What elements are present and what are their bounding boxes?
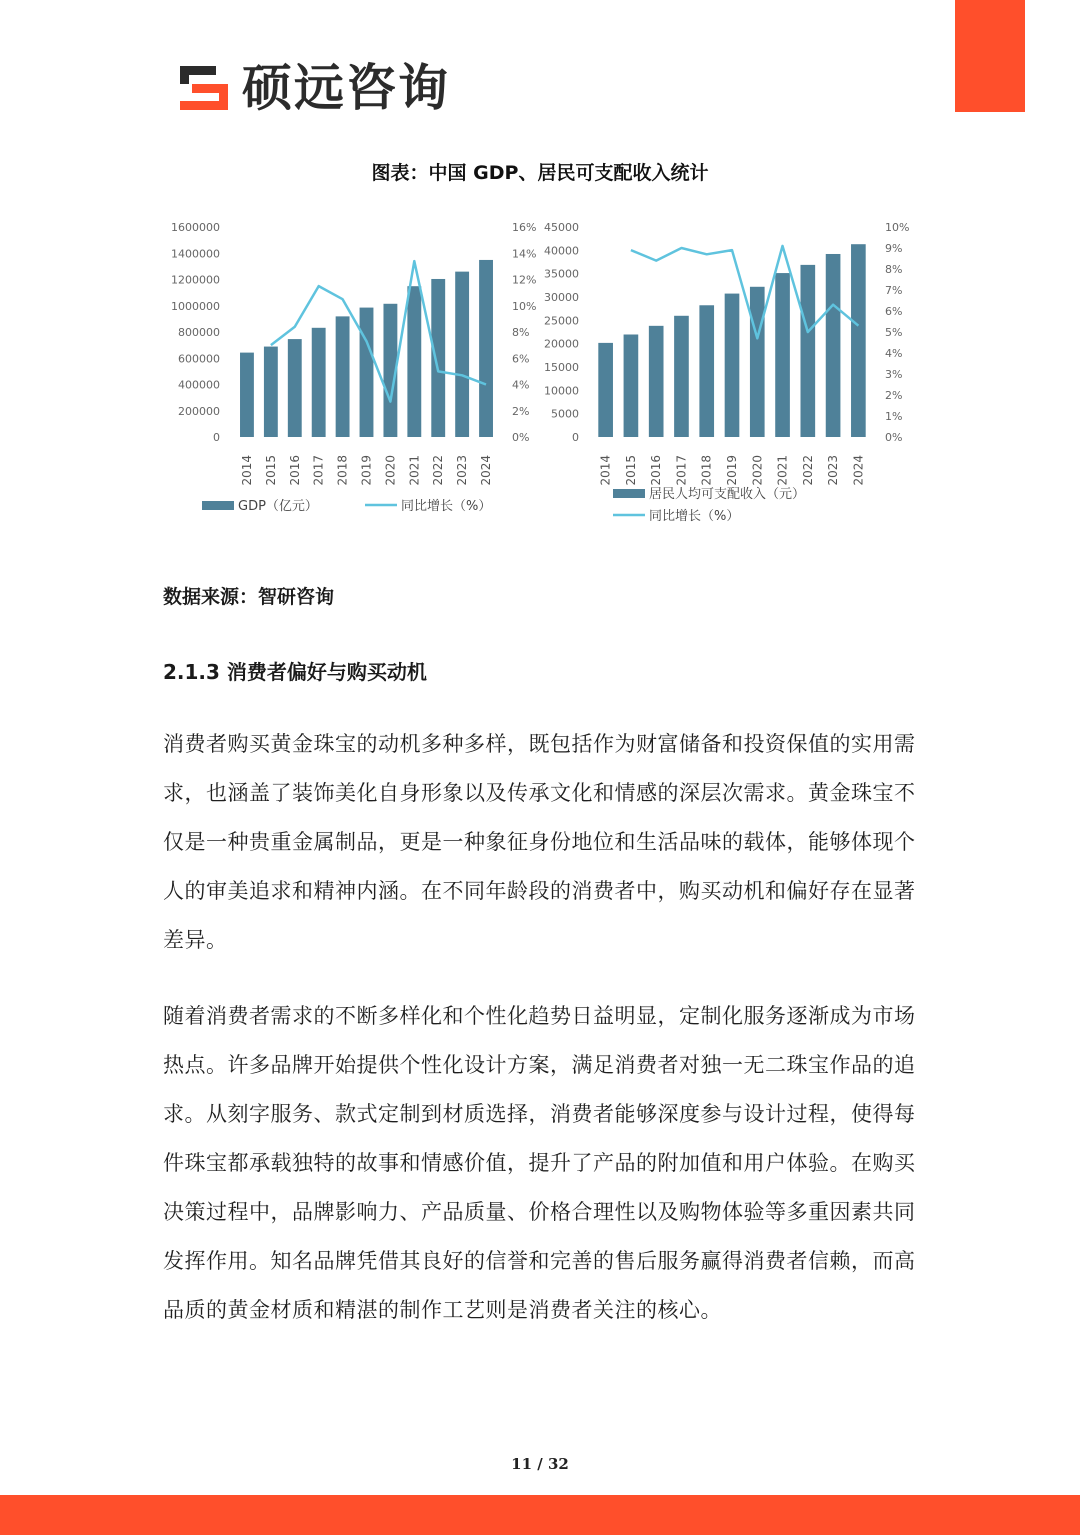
x-tick-label: 2014 [598,455,613,486]
figure-source: 数据来源：智研咨询 [163,586,335,608]
bar [479,260,493,437]
bar [598,343,613,437]
bar [699,305,714,437]
bar [725,294,740,437]
paragraph-1: 消费者购买黄金珠宝的动机多种多样，既包括作为财富储备和投资保值的实用需求，也涵盖了装饰美化自身形象以及传承文化和情感的深层次需求。黄金珠宝不仅是一种贵重金属制品，更是一种象征身份地位和生活品味的载体，能够体现个人的审美追求和精神内涵。在不同年龄段的消费者中，购买动机和偏好存在显著差异。 [163,732,916,952]
x-tick-label: 2020 [383,455,398,486]
y-right-tick-label: 5% [885,326,903,339]
y-left-tick-label: 0 [213,431,220,444]
x-tick-label: 2018 [335,455,350,486]
bar [826,254,841,437]
y-right-tick-label: 10% [512,299,537,313]
bar [800,265,815,437]
y-right-tick-label: 6% [512,352,530,366]
bar [288,339,302,437]
y-right-tick-label: 8% [885,263,903,276]
legend-line-label: 同比增长（%） [401,499,492,514]
y-left-tick-label: 200000 [178,404,220,418]
section-heading: 2.1.3 消费者偏好与购买动机 [163,660,427,684]
y-right-tick-label: 2% [885,389,903,402]
bar [674,316,689,437]
y-right-tick-label: 6% [885,305,903,318]
x-tick-label: 2018 [699,455,714,486]
x-tick-label: 2019 [359,455,374,486]
bar [750,287,765,437]
bar [649,326,664,437]
y-right-tick-label: 0% [885,431,903,444]
legend-bar-swatch [613,489,645,498]
y-left-tick-label: 30000 [544,291,579,304]
y-left-tick-label: 40000 [544,244,579,258]
legend-line-label: 同比增长（%） [649,509,740,524]
corner-accent-block [955,0,1025,112]
y-left-tick-label: 10000 [544,384,579,398]
y-left-tick-label: 5000 [551,407,579,421]
x-tick-label: 2024 [479,455,494,486]
bar [240,353,254,437]
y-right-tick-label: 4% [885,347,903,360]
bar [312,328,326,437]
y-left-tick-label: 25000 [544,314,579,328]
x-tick-label: 2015 [623,455,638,486]
y-right-tick-label: 16% [512,221,537,234]
y-left-tick-label: 15000 [544,361,579,374]
y-right-tick-label: 1% [885,410,903,423]
x-tick-label: 2024 [851,455,866,486]
x-tick-label: 2020 [750,455,765,486]
income-chart [535,212,920,542]
x-tick-label: 2021 [775,455,790,486]
y-right-tick-label: 8% [512,326,530,339]
y-left-tick-label: 1400000 [171,247,220,261]
x-tick-label: 2022 [431,455,446,486]
legend-bar-label: 居民人均可支配收入（元） [649,487,806,502]
y-right-tick-label: 4% [512,378,530,392]
y-left-tick-label: 1600000 [171,221,220,234]
y-right-tick-label: 10% [885,221,910,234]
bar [407,286,421,437]
y-left-tick-label: 20000 [544,337,579,351]
y-right-tick-label: 3% [885,368,903,381]
page-number: 11 / 32 [511,1455,569,1473]
bar [264,347,278,437]
figure-title: 图表：中国 GDP、居民可支配收入统计 [371,162,709,184]
y-right-tick-label: 14% [512,247,537,261]
bar [431,279,445,437]
brand-logo [176,60,450,116]
x-tick-label: 2019 [725,455,739,486]
logo-mark-icon [176,62,232,114]
y-right-tick-label: 2% [512,404,530,418]
y-left-tick-label: 35000 [544,267,579,281]
x-tick-label: 2023 [455,455,470,486]
x-tick-label: 2015 [263,455,278,486]
growth-line [631,246,859,338]
y-right-tick-label: 7% [885,284,903,297]
bar [624,334,639,437]
gdp-chart [160,212,537,542]
bar [455,272,469,437]
x-tick-label: 2016 [287,455,302,486]
y-right-tick-label: 9% [885,242,903,255]
y-left-tick-label: 600000 [178,352,220,366]
bar [360,308,374,437]
x-tick-label: 2022 [800,455,815,486]
y-right-tick-label: 0% [512,431,530,444]
legend-bar-swatch [202,501,234,510]
y-left-tick-label: 800000 [178,326,220,339]
y-left-tick-label: 1200000 [171,273,220,287]
x-tick-label: 2014 [239,455,254,486]
bar [851,244,866,437]
x-tick-label: 2023 [826,455,841,486]
bar [336,316,350,437]
legend-bar-label: GDP（亿元） [238,499,318,514]
y-right-tick-label: 12% [512,273,537,287]
x-tick-label: 2021 [407,455,422,486]
y-left-tick-label: 0 [572,431,579,444]
y-left-tick-label: 1000000 [171,299,220,313]
paragraph-2: 随着消费者需求的不断多样化和个性化趋势日益明显，定制化服务逐渐成为市场热点。许多品牌开始提供个性化设计方案，满足消费者对独一无二珠宝作品的追求。从刻字服务、款式定制到材质选择，消费者能够深度参与设计过程，使得每件珠宝都承载独特的故事和情感价值，提升了产品的附加值和用户体验。在购买决策过程中，品牌影响力、产品质量、价格合理性以及购物体验等多重因素共同发挥作用。知名品牌凭借其良好的信誉和完善的售后服务赢得消费者信赖，而高品质的黄金材质和精湛的制作工艺则是消费者关注的核心。 [163,1004,916,1322]
x-tick-label: 2017 [674,455,689,486]
x-tick-label: 2017 [311,455,326,486]
y-left-tick-label: 400000 [178,378,220,392]
brand-name: 硕远咨询 [242,59,450,117]
x-tick-label: 2016 [649,455,664,486]
bar [775,273,790,437]
y-left-tick-label: 45000 [544,221,579,234]
growth-line [271,261,486,402]
footer-accent-bar [0,1495,1080,1535]
